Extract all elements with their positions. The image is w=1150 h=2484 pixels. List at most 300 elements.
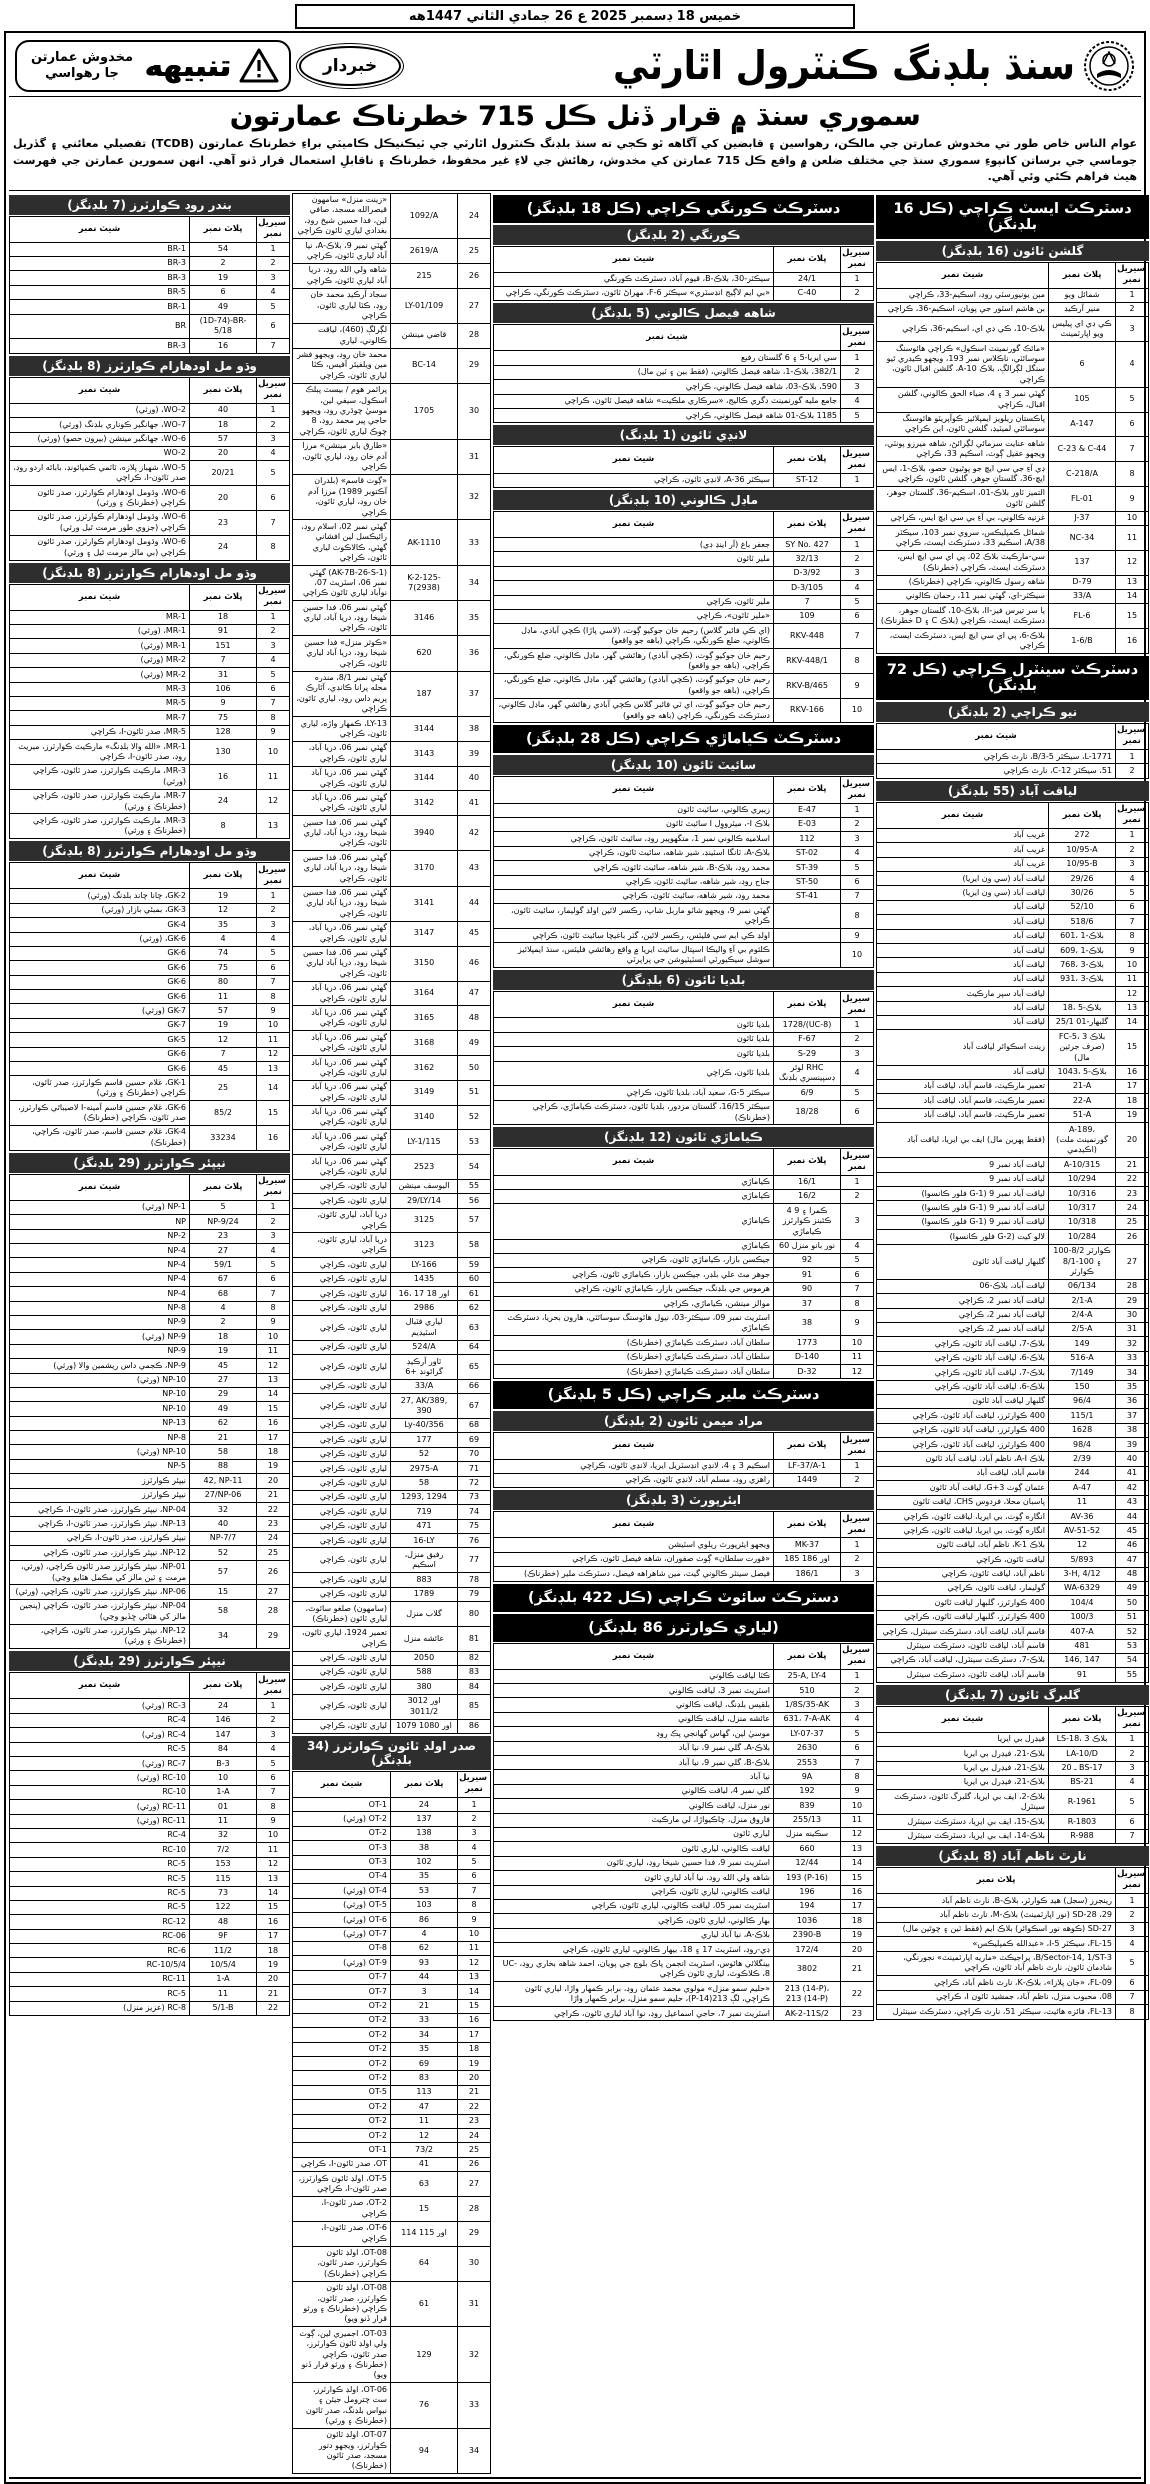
- plot-cell: 3802: [774, 1957, 841, 1982]
- table-row: [10, 432, 290, 446]
- table-row: [293, 1680, 491, 1694]
- serial-cell: 8: [1116, 929, 1149, 943]
- sheet-cell: RC-4: [10, 1713, 190, 1727]
- sheet-cell: لياري ٽائون، ڪراچي: [293, 1587, 391, 1601]
- column-header: شيٽ نمبر: [293, 1771, 391, 1797]
- serial-cell: 13: [257, 1872, 290, 1886]
- sheet-cell: بلاڪ-6، لياقت آباد ٽائون، ڪراچي: [877, 1380, 1049, 1394]
- plot-cell: 12: [190, 903, 257, 917]
- column-header: سيريل نمبر: [841, 1149, 874, 1175]
- sheet-cell: ڪياماڙي: [494, 1175, 774, 1189]
- table-row: [293, 1340, 491, 1354]
- area-banner: ماڊل ڪالوني (10 بلڊنگز): [493, 490, 874, 510]
- table-row: [10, 918, 290, 932]
- serial-cell: 2: [257, 1713, 290, 1727]
- serial-cell: 6: [257, 1272, 290, 1286]
- listing-table: [876, 1867, 1149, 2020]
- serial-cell: 72: [458, 1476, 491, 1490]
- sheet-cell: موالز مينشن، ڪياماڙي، ڪراچي: [494, 1297, 774, 1311]
- sheet-cell: 29، SD-28 (نور اپارٽمينٽ) بلاڪ-M، نارٿ ناظم آباد: [877, 1908, 1116, 1922]
- serial-cell: 2: [1116, 764, 1149, 778]
- serial-cell: 61: [458, 1287, 491, 1301]
- plot-cell: 16/2: [774, 1189, 841, 1203]
- sheet-cell: گهٽي نمبر 06، دريا آباد لياري ٽائون، ڪراچي: [293, 1105, 391, 1130]
- table-row: [293, 1812, 491, 1826]
- table-row: [293, 1651, 491, 1665]
- table-row: [293, 2129, 491, 2143]
- sheet-cell: بلاڪ-6، پي اي سي ايڇ ايس، دسٽرڪٽ ايسٽ، ڪراچي: [877, 629, 1049, 654]
- serial-cell: 5: [841, 1086, 874, 1100]
- serial-cell: 7: [257, 510, 290, 535]
- serial-cell: 14: [1116, 1015, 1149, 1029]
- table-row: [877, 1466, 1149, 1480]
- sheet-cell: لياري ٽائون، ڪراچي: [293, 1433, 391, 1447]
- plot-cell: ST-12: [774, 473, 841, 487]
- serial-cell: 43: [1116, 1495, 1149, 1509]
- sheet-cell: لياقت آباد: [877, 944, 1049, 958]
- table-row: [10, 1560, 290, 1585]
- plot-cell: 15: [391, 2196, 458, 2221]
- serial-cell: 9: [1116, 944, 1149, 958]
- plot-cell: 510: [774, 1684, 841, 1698]
- serial-cell: 15: [458, 1999, 491, 2013]
- plot-cell: 16: [190, 764, 257, 789]
- table-row: [293, 1855, 491, 1869]
- sheet-cell: NP-9: [10, 1344, 190, 1358]
- table-row: [877, 1775, 1149, 1789]
- sheet-cell: سلطان آباد، دسٽرڪٽ ڪياماڙي (خطرناڪ): [494, 1350, 774, 1364]
- area-banner: لياقت آباد (55 بلڊنگز): [876, 781, 1149, 801]
- table-row: [877, 1123, 1149, 1158]
- sheet-cell: گهٽي نمبر 06، دريا آباد لياري ٽائون، ڪراچي: [293, 1056, 391, 1081]
- serial-cell: 23: [841, 2007, 874, 2021]
- plot-cell: 10/317: [1049, 1201, 1116, 1215]
- plot-cell: 2619/A: [391, 239, 458, 264]
- table-row: [293, 1462, 491, 1476]
- plot-cell: 122: [190, 1900, 257, 1914]
- plot-cell: 20/21: [190, 461, 257, 486]
- sheet-cell: MR-3: [10, 682, 190, 696]
- plot-cell: رفيق منزل، اسڪيم: [391, 1548, 458, 1573]
- serial-cell: 60: [458, 1272, 491, 1286]
- serial-cell: 47: [458, 981, 491, 1006]
- serial-cell: 31: [458, 439, 491, 474]
- serial-cell: 11: [257, 764, 290, 789]
- serial-cell: 48: [1116, 1567, 1149, 1581]
- serial-cell: 9: [257, 725, 290, 739]
- plot-cell: 1435: [391, 1272, 458, 1286]
- plot-cell: LY-1/115: [391, 1130, 458, 1155]
- table-row: [877, 1108, 1149, 1122]
- sheet-cell: OT-06، اولڊ ڪوارٽرز، ست چترومل جيئن ۽ نيواس بلڊنگ، صدر ٽائون (خطرناڪ ۽ ورثي): [293, 2383, 391, 2429]
- sheet-cell: «حليم سمو منزل» مولوي محمد عثمان روڊ، برابر ڪمهار واڙا، لياري ٽائون ڪراچي، لڳ 213(14-P)، حليم سمو منزل، برابر ڪمهار واڙا: [494, 1982, 774, 2007]
- sheet-cell: NP-1 (ورثي): [10, 1200, 190, 1214]
- serial-cell: 13: [841, 1842, 874, 1856]
- serial-cell: 50: [458, 1056, 491, 1081]
- column-east-central: [876, 193, 1149, 2476]
- table-row: [877, 750, 1149, 764]
- plot-cell: 1728/(UC-8): [774, 1018, 841, 1032]
- plot-cell: 1293, 1294: [391, 1490, 458, 1504]
- table-row: [10, 1728, 290, 1742]
- plot-cell: ST-39: [774, 861, 841, 875]
- sheet-cell: بلديا ٽائون: [494, 1032, 774, 1046]
- sheet-cell: NP-9 (ورثي): [10, 1330, 190, 1344]
- plot-cell: ST-50: [774, 875, 841, 889]
- plot-cell: 3147: [391, 921, 458, 946]
- plot-cell: 27: [190, 1373, 257, 1387]
- area-banner: نيپئر ڪوارٽرز (29 بلڊنگز): [9, 1153, 290, 1173]
- sheet-cell: WO-2، (ورثي): [10, 403, 190, 417]
- table-row: [877, 958, 1149, 972]
- table-row: [10, 1101, 290, 1126]
- plot-cell: 631، 7-A-AK: [774, 1712, 841, 1726]
- column-header: پلاٽ نمبر: [774, 1433, 841, 1459]
- sheet-cell: اسٽريٽ نمبر 09، سيڪٽر-03، نيول هائوسنگ سوسائٽي، هارون بحريا، دسٽرڪٽ ڪياماڙي: [494, 1311, 774, 1336]
- plot-cell: 27: [190, 1244, 257, 1258]
- table-row: [10, 1886, 290, 1900]
- tanbih-subtitle: مخدوش عمارتن جا رهواسي: [30, 49, 133, 81]
- table-row: [293, 2221, 491, 2246]
- plot-cell: 29: [190, 1387, 257, 1401]
- serial-cell: 53: [1116, 1639, 1149, 1653]
- sheet-cell: GK-4: [10, 918, 190, 932]
- plot-cell: 112: [774, 832, 841, 846]
- column-header: شيٽ نمبر: [10, 377, 190, 403]
- sheet-cell: بلديا ٽائون، ڪراچي: [494, 1061, 774, 1086]
- area-banner: گلبرگ ٽائون (7 بلڊنگز): [876, 1685, 1149, 1705]
- table-row: [293, 1548, 491, 1573]
- serial-cell: 2: [458, 1812, 491, 1826]
- table-row: [494, 846, 874, 860]
- serial-cell: 11: [458, 1941, 491, 1955]
- table-row: [494, 1784, 874, 1798]
- serial-cell: 9: [257, 1814, 290, 1828]
- serial-cell: 12: [1116, 550, 1149, 575]
- serial-cell: 1: [841, 538, 874, 552]
- serial-cell: 19: [458, 2057, 491, 2071]
- plot-cell: 19: [190, 889, 257, 903]
- serial-cell: 25: [458, 239, 491, 264]
- table-row: [10, 1771, 290, 1785]
- column-header: سيريل نمبر: [841, 447, 874, 473]
- sheet-cell: NP-01، نيپئر ڪوارٽرز صدر ٽائون ڪراچي، (ورثي، مرمت ۽ ٽين مالز کي مڪمل هٽايو وڃي): [10, 1560, 190, 1585]
- sheet-cell: NP-4: [10, 1244, 190, 1258]
- plot-cell: 4 ڪمرا ۽ 9 ڪئبنز ڪوارٽرز ڪياماڙي: [774, 1204, 841, 1239]
- serial-cell: 52: [458, 1105, 491, 1130]
- header-row: [877, 723, 1149, 749]
- plot-cell: 6: [190, 285, 257, 299]
- serial-cell: 6: [257, 682, 290, 696]
- table-row: [494, 673, 874, 698]
- serial-cell: 22: [841, 1982, 874, 2007]
- serial-cell: 30: [458, 2246, 491, 2281]
- serial-cell: 29: [257, 1624, 290, 1649]
- table-row: [877, 1481, 1149, 1495]
- plot-cell: 8: [190, 814, 257, 839]
- table-row: [293, 2100, 491, 2114]
- sheet-cell: بلاڪ I-، ميٽرووِل I سائيٽ ٽائون: [494, 817, 774, 831]
- plot-cell: B-3: [190, 1757, 257, 1771]
- table-row: [494, 1552, 874, 1566]
- listing-table: [9, 1174, 290, 1650]
- header-row: [293, 1771, 491, 1797]
- sheet-cell: گهٽي نمبر 06، دريا آباد، لياري ٽائون، ڪراچي: [293, 921, 391, 946]
- table-row: [10, 1944, 290, 1958]
- table-row: [494, 1032, 874, 1046]
- sheet-cell: L-1771، سيڪٽر 5-B/3، نارٿ ڪراچي: [877, 750, 1116, 764]
- table-row: [877, 1279, 1149, 1293]
- sheet-cell: ويجهو ايئرپورٽ ريلوي اسٽيشن: [494, 1538, 774, 1552]
- serial-cell: 9: [841, 673, 874, 698]
- sheet-cell: GK-3، بمبئي بازار (ورثي): [10, 903, 190, 917]
- sheet-cell: نيپئر ڪوارٽرز: [10, 1488, 190, 1502]
- serial-cell: 2: [841, 1189, 874, 1203]
- sheet-cell: تعمير مارڪيٽ، قاسم آباد، لياقت آباد: [877, 1079, 1049, 1093]
- plot-cell: 93: [391, 1956, 458, 1970]
- serial-cell: 4: [257, 285, 290, 299]
- plot-cell: C-23 & C-44: [1049, 437, 1116, 462]
- table-row: [494, 1770, 874, 1784]
- area-banner: وڌو مل اودهارام ڪوارٽرز (8 بلڊنگز): [9, 356, 290, 376]
- serial-cell: 1: [257, 1200, 290, 1214]
- serial-cell: 25: [257, 1546, 290, 1560]
- sheet-cell: RC-8 (عزيز منزل): [10, 2001, 190, 2015]
- sheet-cell: RC-11 (ورثي): [10, 1800, 190, 1814]
- plot-cell: 25: [190, 1076, 257, 1101]
- serial-cell: 14: [257, 1387, 290, 1401]
- sheet-cell: FL-09، «جان پلازا»، بلاڪ-K، نارٿ ناظم آباد، ڪراچي: [877, 1976, 1116, 1990]
- table-row: [293, 2085, 491, 2099]
- serial-cell: 7: [1116, 437, 1149, 462]
- table-row: [494, 698, 874, 723]
- table-row: [877, 1567, 1149, 1581]
- table-row: [293, 2114, 491, 2128]
- sheet-cell: گهٽي نمبر 06، دريا آباد، لياري ٽائون، ڪراچي: [293, 741, 391, 766]
- table-row: [293, 886, 491, 921]
- serial-cell: 34: [1116, 1366, 1149, 1380]
- table-row: [10, 1517, 290, 1531]
- plot-cell: 2986: [391, 1301, 458, 1315]
- sheet-cell: NP-5: [10, 1459, 190, 1473]
- table-row: [10, 1474, 290, 1488]
- plot-cell: 62: [391, 1941, 458, 1955]
- plot-cell: 44: [391, 1970, 458, 1984]
- sheet-cell: دريا آباد، لياري ٽائون، ڪراچي: [293, 1233, 391, 1258]
- sheet-cell: بلاڪ A-I، ناظم آباد، لياقت آباد ٽائون: [877, 1452, 1049, 1466]
- serial-cell: 16: [257, 1416, 290, 1430]
- sheet-cell: RC-4: [10, 1828, 190, 1842]
- area-banner: ڪياماڙي ٽائون (12 بلڊنگز): [493, 1127, 874, 1147]
- sheet-cell: OT-1: [293, 2143, 391, 2157]
- column-header: سيريل نمبر: [1116, 1706, 1149, 1732]
- serial-cell: 63: [458, 1315, 491, 1340]
- sheet-cell: BR-1: [10, 242, 190, 256]
- serial-cell: 73: [458, 1490, 491, 1504]
- sheet-cell: پاسبان محلا، فردوس CHS، لياقت ٽائون: [877, 1495, 1049, 1509]
- plot-cell: 85/2: [190, 1101, 257, 1126]
- table-row: [10, 1431, 290, 1445]
- serial-cell: 20: [458, 2071, 491, 2085]
- table-row: [494, 861, 874, 875]
- sheet-cell: NP-10 (ورثي): [10, 1373, 190, 1387]
- sheet-cell: لياقت آباد نمبر 2، ڪراچي: [877, 1308, 1049, 1322]
- plot-cell: 3144: [391, 766, 458, 791]
- sheet-cell: غريب آباد: [877, 857, 1049, 871]
- serial-cell: 3: [257, 271, 290, 285]
- table-row: [10, 256, 290, 270]
- plot-cell: 58: [190, 1599, 257, 1624]
- sheet-cell: MR-5: [10, 696, 190, 710]
- plot-cell: 588: [391, 1665, 458, 1679]
- header-row: [494, 1433, 874, 1459]
- table-row: [494, 365, 874, 379]
- serial-cell: 6: [1116, 412, 1149, 437]
- serial-cell: 17: [257, 1929, 290, 1943]
- table-row: [293, 239, 491, 264]
- table-row: [10, 1004, 290, 1018]
- sheet-cell: بلاڪ-6، لياقت آباد ٽائون، ڪراچي: [877, 1351, 1049, 1365]
- sheet-cell: گهٽي نمبر 8/1، مندره محله پرانا ڪانڊي، آٿارڪ پريم داس روڊ، لياري ٽائون، ڪراچي: [293, 671, 391, 717]
- sheet-cell: OT-07، اولڊ ٽائون ڪوارٽرز، ويجهو دتور مسجد، صدر ٽائون (خطرناڪ): [293, 2428, 391, 2474]
- sheet-cell: «ملير ٽائون»، ڪراچي: [494, 609, 774, 623]
- table-row: [10, 1459, 290, 1473]
- plot-cell: سڪينه منزل: [774, 1827, 841, 1841]
- table-row: [494, 1712, 874, 1726]
- sheet-cell: التميز ٽاور بلاڪ-01، اسڪيم-36، گلستان جوهر، گلشن ٽائون: [877, 486, 1049, 511]
- serial-cell: 13: [1116, 575, 1149, 589]
- plot-cell: 620: [391, 636, 458, 671]
- sheet-cell: WO-6، وڌومل اودهارام ڪوارٽرز، صدر ٽائون ڪراچي (بي مالز مرمت ٿيل ۽ ورثي): [10, 535, 190, 560]
- serial-cell: 4: [1116, 872, 1149, 886]
- sheet-cell: OT-7 (ورثي): [293, 1927, 391, 1941]
- serial-cell: 45: [458, 921, 491, 946]
- plot-cell: 215: [391, 263, 458, 288]
- plot-cell: 177: [391, 1433, 458, 1447]
- sheet-cell: لياقت آباد: [877, 1015, 1049, 1029]
- table-row: [877, 486, 1149, 511]
- table-row: [877, 1079, 1149, 1093]
- sheet-cell: NP-12، نيپئر ڪوارٽرز، صدر ٽائون، ڪراچي، (خطرناڪ ۽ ورثي): [10, 1624, 190, 1649]
- serial-cell: 2: [841, 365, 874, 379]
- sheet-cell: اولڊ ڪي ايم سي فليٽس، رڪسر لائين، گٽر باغيچا سائيٽ ٽائون، ڪراچي: [494, 929, 774, 943]
- table-row: [10, 1445, 290, 1459]
- serial-cell: 40: [458, 766, 491, 791]
- plot-cell: 59/1: [190, 1258, 257, 1272]
- table-row: [494, 1928, 874, 1942]
- column-header: پلاٽ نمبر: [190, 863, 257, 889]
- table-row: [877, 575, 1149, 589]
- area-banner: مراد ميمن ٽائون (2 بلڊنگز): [493, 1411, 874, 1431]
- listing-table: [9, 216, 290, 354]
- sheet-cell: SD-27 (ڪوهه نور اسڪوائر) بلاڪ ايم (فقط ٽين ۽ چوٿين مال): [877, 1922, 1116, 1936]
- table-row: [293, 1956, 491, 1970]
- plot-cell: 3164: [391, 981, 458, 1006]
- sheet-cell: لياقت آباد نمبر 9 (G-1 فلور ڪانسوا): [877, 1215, 1049, 1229]
- serial-cell: 37: [458, 671, 491, 717]
- column-header: سيريل نمبر: [1116, 802, 1149, 828]
- serial-cell: 10: [257, 1330, 290, 1344]
- header-row: [10, 377, 290, 403]
- serial-cell: 27: [458, 288, 491, 323]
- plot-cell: 10/95-A: [1049, 843, 1116, 857]
- plot-cell: 51-A: [1049, 1108, 1116, 1122]
- serial-cell: 17: [841, 1899, 874, 1913]
- table-row: [293, 981, 491, 1006]
- serial-cell: 29: [458, 348, 491, 383]
- sheet-cell: زينت اسڪوائر لياقت آباد: [877, 1030, 1049, 1065]
- serial-cell: 17: [458, 2028, 491, 2042]
- table-row: [10, 1699, 290, 1713]
- serial-cell: 15: [841, 1871, 874, 1885]
- serial-cell: 34: [458, 2428, 491, 2474]
- plot-cell: 601، بلاڪ-1: [1049, 929, 1116, 943]
- serial-cell: 6: [1116, 900, 1149, 914]
- table-row: [10, 339, 290, 353]
- plot-cell: 115/1: [1049, 1409, 1116, 1423]
- area-banner: ايئرپورٽ (3 بلڊنگز): [493, 1490, 874, 1510]
- table-row: [494, 1239, 874, 1253]
- serial-cell: 45: [1116, 1524, 1149, 1538]
- serial-cell: 28: [458, 323, 491, 348]
- plot-cell: [774, 904, 841, 929]
- column-korangi-kiamari-south: [493, 193, 874, 2476]
- table-row: [877, 1596, 1149, 1610]
- sheet-cell: ڪٽا لياقت ڪالوني: [494, 1669, 774, 1683]
- serial-cell: 8: [257, 1800, 290, 1814]
- plot-cell: 24: [190, 789, 257, 814]
- sheet-cell: ڪلثوم بي آءِ واليڪا اسپتال سائيٽ ايريا ۾ واقع رهائشي فليٽس، سنڌ ايمپلائيز سوشل سيڪيورٽي انسٽيٽيوشن جي پراپرٽي: [494, 943, 774, 968]
- serial-cell: 8: [1116, 462, 1149, 487]
- sheet-cell: RC-5: [10, 1857, 190, 1871]
- serial-cell: 3: [1116, 1922, 1149, 1936]
- sheet-cell: بلاڪ-A، ٽانگا اسٽينڊ، شير شاهه، سائيٽ ٽائون، ڪراچي: [494, 846, 774, 860]
- serial-cell: 10: [1116, 511, 1149, 525]
- table-row: [494, 1727, 874, 1741]
- sheet-cell: لياقت ٽائون، ڪراچي: [877, 1553, 1049, 1567]
- serial-cell: 10: [841, 1799, 874, 1813]
- bottom-rule: [9, 2477, 1141, 2479]
- serial-cell: 29: [1116, 1294, 1149, 1308]
- serial-cell: 39: [458, 741, 491, 766]
- table-row: [494, 1741, 874, 1755]
- serial-cell: 9: [841, 929, 874, 943]
- serial-cell: 70: [458, 1447, 491, 1461]
- table-row: [293, 717, 491, 742]
- serial-cell: 77: [458, 1548, 491, 1573]
- plot-cell: 40: [190, 1517, 257, 1531]
- plot-cell: (1D-74)-BR-5/18: [190, 314, 257, 339]
- sheet-cell: لياقت آباد، بلاڪ-06: [877, 1279, 1049, 1293]
- serial-cell: 1: [257, 1699, 290, 1713]
- column-header: پلاٽ نمبر: [774, 246, 841, 272]
- sheet-cell: RC-3 (ورثي): [10, 1699, 190, 1713]
- plot-cell: 52: [190, 1546, 257, 1560]
- plot-cell: 47: [391, 2100, 458, 2114]
- header-row: [10, 863, 290, 889]
- sheet-cell: بلاڪ-A، گلي نمبر 9، نيا آباد: [494, 1741, 774, 1755]
- sheet-cell: اسلاميه ڪالوني نمبر 1، منگهوپير روڊ، سائيٽ ٽائون، ڪراچي: [494, 832, 774, 846]
- table-row: [494, 832, 874, 846]
- serial-cell: 2: [257, 903, 290, 917]
- area-banner: گلشن ٽائون (16 بلڊنگز): [876, 241, 1149, 261]
- serial-cell: 1: [841, 1175, 874, 1189]
- serial-cell: 3: [841, 1047, 874, 1061]
- plot-cell: 128: [190, 725, 257, 739]
- serial-cell: 55: [1116, 1668, 1149, 1682]
- table-row: [10, 535, 290, 560]
- plot-cell: AV-51-52: [1049, 1524, 1116, 1538]
